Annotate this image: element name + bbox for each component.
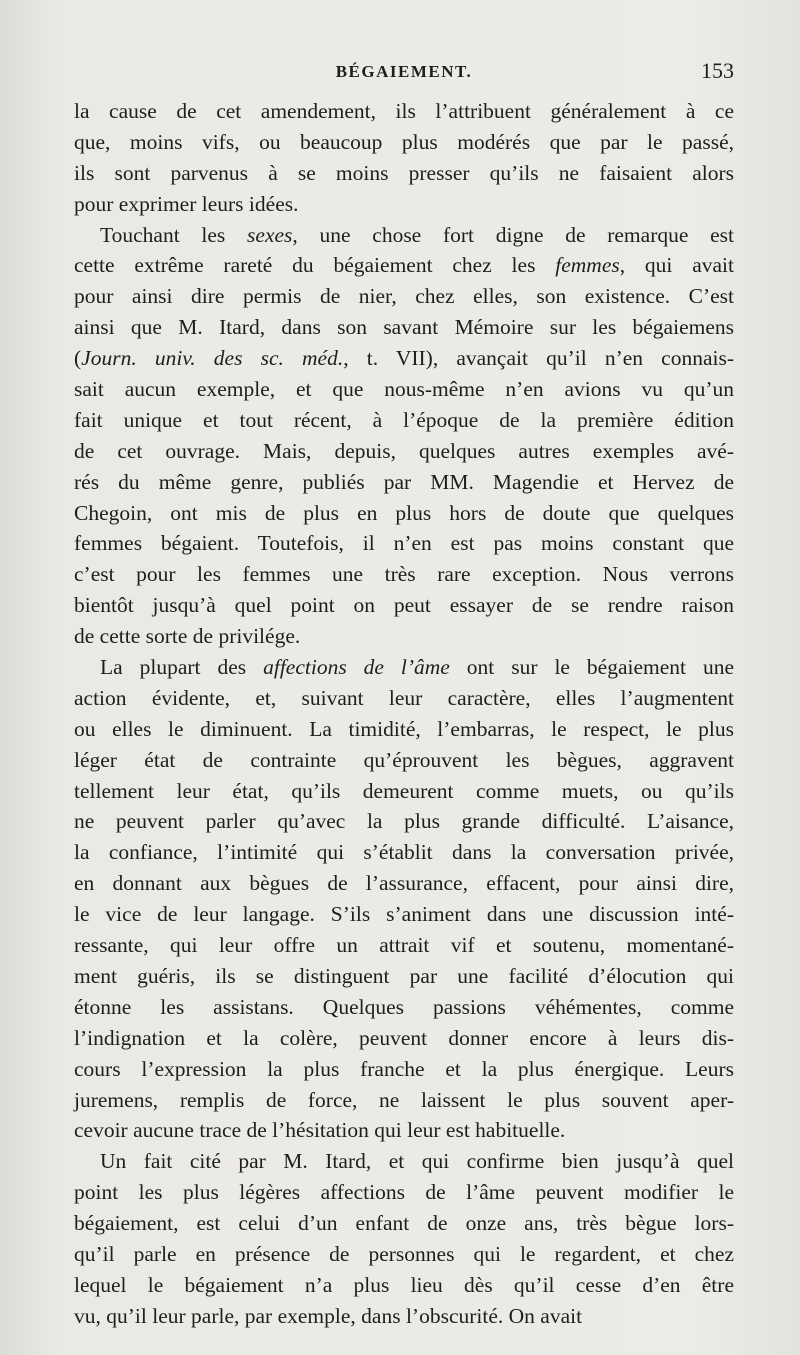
text-line: qu’il parle en présence de personnes qui le regardent, et chez [74, 1241, 734, 1266]
text-line: point les plus légères affections de l’âme peuvent modifier le [74, 1180, 734, 1205]
text-line: le vice de leur langage. S’ils s’animent dans une discussion inté- [74, 902, 734, 927]
text-line: cette extrême rareté du bégaiement chez les femmes, qui avait [74, 253, 734, 278]
text-line: juremens, remplis de force, ne laissent le plus souvent aper- [74, 1087, 734, 1112]
text-line: ne peuvent parler qu’avec la plus grande difficulté. L’aisance, [74, 809, 734, 834]
text-line: bientôt jusqu’à quel point on peut essayer de se rendre raison [74, 593, 734, 618]
text-line: lequel le bégaiement n’a plus lieu dès qu’il cesse d’en être [74, 1272, 734, 1297]
text-line: ment guéris, ils se distinguent par une facilité d’élocution qui [74, 963, 734, 988]
page-header [74, 58, 734, 92]
text-line: que, moins vifs, ou beaucoup plus modérés que par le passé, [74, 129, 734, 154]
text-line: bégaiement, est celui d’un enfant de onze ans, très bègue lors- [74, 1211, 734, 1236]
text-line: ainsi que M. Itard, dans son savant Mémoire sur les bégaiemens [74, 315, 734, 340]
text-line: en donnant aux bègues de l’assurance, effacent, pour ainsi dire, [74, 871, 734, 896]
text-line: Touchant les sexes, une chose fort digne de remarque est [100, 222, 734, 247]
running-head: BÉGAIEMENT. [335, 62, 473, 81]
text-line: vu, qu’il leur parle, par exemple, dans l’obscurité. On avait [74, 1303, 583, 1328]
text-line: sait aucun exemple, et que nous-même n’en avions vu qu’un [74, 377, 734, 402]
text-line: cours l’expression la plus franche et la plus énergique. Leurs [74, 1056, 734, 1081]
paragraph [74, 1146, 734, 1331]
text-line: Un fait cité par M. Itard, et qui confirme bien jusqu’à quel [100, 1149, 734, 1174]
text-line: la cause de cet amendement, ils l’attribuent généralement à ce [74, 99, 734, 123]
paragraph [74, 96, 734, 220]
text-line: léger état de contrainte qu’éprouvent les bègues, aggravent [74, 747, 734, 772]
text-line: (Journ. univ. des sc. méd., t. VII), avançait qu’il n’en connais- [74, 346, 735, 371]
text-line: pour ainsi dire permis de nier, chez elles, son existence. C’est [74, 284, 734, 309]
text-line: l’indignation et la colère, peuvent donner encore à leurs dis- [74, 1025, 734, 1050]
text-line: pour exprimer leurs idées. [74, 191, 299, 216]
body-text [74, 96, 734, 1332]
paragraph [74, 220, 734, 652]
text-line: de cet ouvrage. Mais, depuis, quelques autres exemples avé- [74, 438, 734, 463]
text-line: femmes bégaient. Toutefois, il n’en est pas moins constant que [74, 531, 734, 556]
text-line: cevoir aucune trace de l’hésitation qui leur est habituelle. [74, 1118, 566, 1143]
text-line: de cette sorte de privilége. [74, 624, 301, 649]
text-line: la confiance, l’intimité qui s’établit dans la conversation privée, [74, 840, 734, 865]
text-line: ressante, qui leur offre un attrait vif et soutenu, momentané- [74, 933, 734, 958]
page-number: 153 [701, 58, 734, 83]
text-line: action évidente, et, suivant leur caractère, elles l’augmentent [74, 685, 734, 710]
text-line: ils sont parvenus à se moins presser qu’ils ne faisaient alors [74, 160, 734, 185]
text-line: rés du même genre, publiés par MM. Magendie et Hervez de [74, 469, 734, 494]
text-line: tellement leur état, qu’ils demeurent comme muets, ou qu’ils [74, 778, 734, 803]
text-line: ou elles le diminuent. La timidité, l’embarras, le respect, le plus [74, 716, 734, 741]
text-line: Chegoin, ont mis de plus en plus hors de doute que quelques [74, 500, 734, 525]
text-line: c’est pour les femmes une très rare exception. Nous verrons [74, 562, 734, 587]
text-line: fait unique et tout récent, à l’époque de la première édition [74, 407, 734, 432]
paragraph [74, 652, 734, 1146]
text-line: La plupart des affections de l’âme ont sur le bégaiement une [100, 655, 734, 680]
text-line: étonne les assistans. Quelques passions véhémentes, comme [74, 994, 734, 1019]
